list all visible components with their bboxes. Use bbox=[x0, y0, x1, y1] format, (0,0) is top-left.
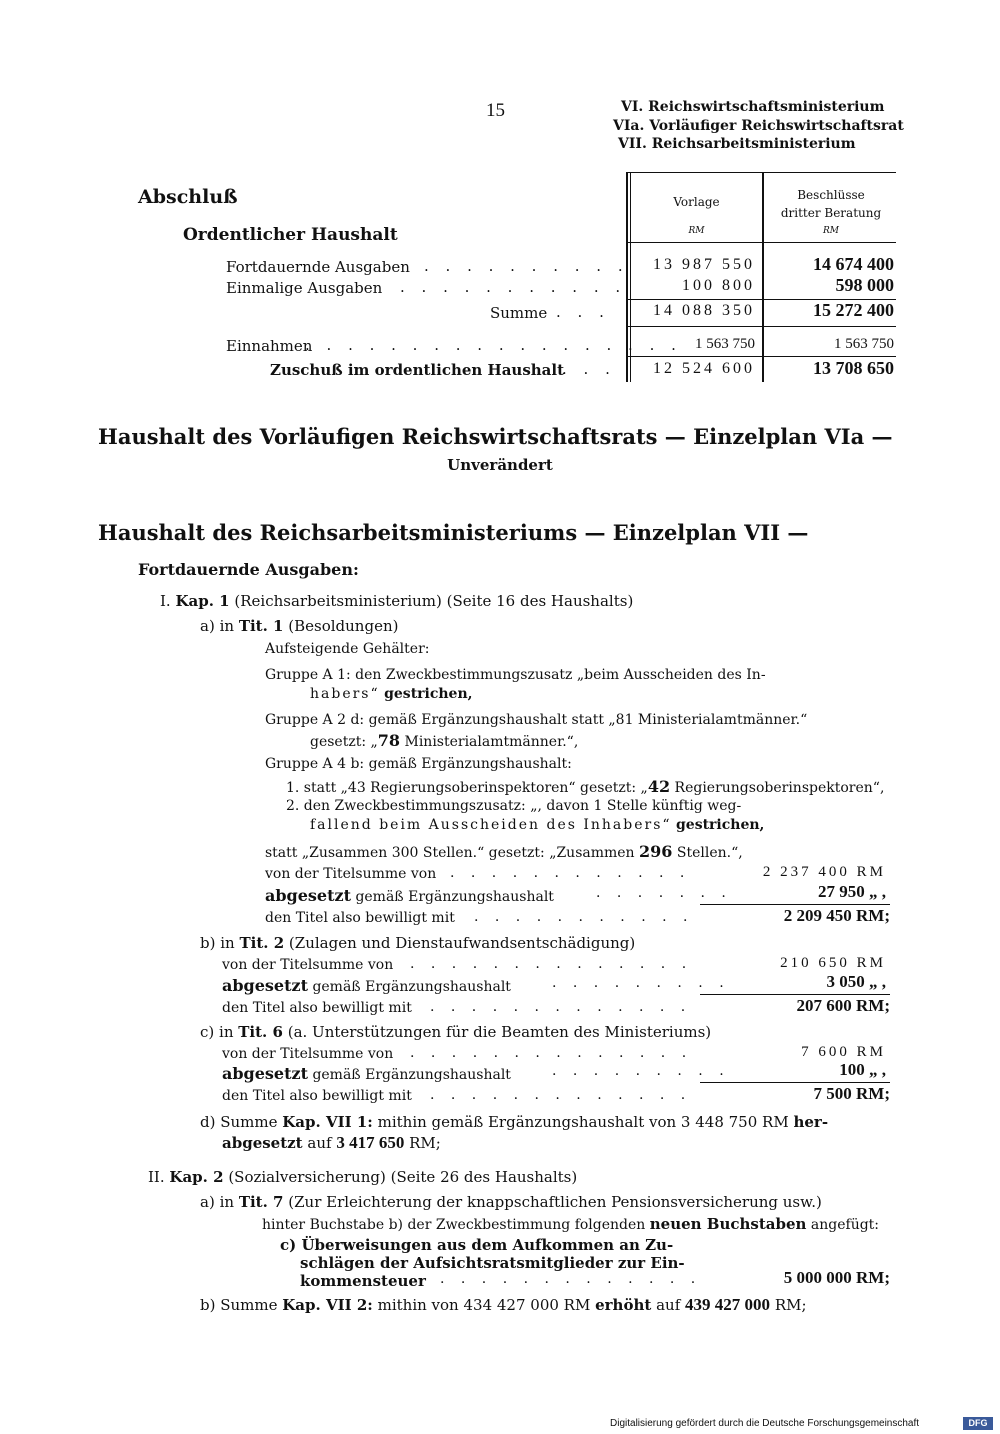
kap2-heading bbox=[148, 1168, 577, 1186]
kap2-b-rm: RM; bbox=[774, 1296, 807, 1314]
header-line-1: VI. Reichswirtschaftsministerium bbox=[621, 99, 885, 115]
leader-dots: . . . . . . . . . . . . . bbox=[430, 1087, 692, 1103]
kap1-d-line2 bbox=[222, 1133, 441, 1153]
c-von-value: 7 600 RM bbox=[801, 1044, 886, 1060]
kap1-b-heading bbox=[200, 934, 635, 952]
section-via-status: Unverändert bbox=[447, 456, 553, 474]
kap2-b-erhoeht: erhöht bbox=[595, 1296, 652, 1314]
table-cell-vorlage: 13 987 550 bbox=[653, 256, 755, 273]
kap2-kap: Kap. 2 bbox=[169, 1168, 224, 1186]
kap2-b-num: 439 427 000 bbox=[685, 1295, 771, 1314]
gruppe-a1-gestrichen: gestrichen, bbox=[384, 686, 473, 702]
a-abgesetzt-value: 27 950 „ , bbox=[818, 882, 886, 901]
leader-dots: . . . . . . . . . . . bbox=[474, 909, 694, 925]
kap1-heading bbox=[160, 592, 633, 610]
leader-dots: . . . . . . . . . . . . . bbox=[440, 1271, 702, 1287]
kap1-c-label: c) in bbox=[200, 1023, 234, 1041]
b-sum-rule bbox=[700, 994, 890, 995]
b-abgesetzt-value: 3 050 „ , bbox=[826, 972, 886, 991]
kap2-b-summe: b) Summe bbox=[200, 1296, 278, 1314]
kap1-c-tit: Tit. 6 bbox=[238, 1023, 283, 1041]
table-cell-vorlage: 14 088 350 bbox=[653, 302, 755, 319]
kap2-b-mithin: mithin von 434 427 000 RM bbox=[377, 1296, 591, 1314]
table-cell-vorlage: 12 524 600 bbox=[653, 360, 755, 377]
c-sum-rule bbox=[700, 1082, 890, 1083]
section-vii-subtitle: Fortdauernde Ausgaben: bbox=[138, 560, 359, 579]
section-vii-title: Haushalt des Reichsarbeitsministeriums — Einzelplan VII — bbox=[98, 520, 809, 545]
d-her: her- bbox=[793, 1113, 829, 1131]
aufsteigende-gehaelter: Aufsteigende Gehälter: bbox=[265, 641, 430, 657]
table-header-rule bbox=[626, 242, 896, 243]
kap2-hinter-line bbox=[262, 1215, 879, 1233]
header-line-2: VIa. Vorläufiger Reichswirtschaftsrat bbox=[613, 118, 904, 134]
d-auf: auf bbox=[307, 1134, 332, 1152]
d-kap: Kap. VII 1: bbox=[282, 1113, 373, 1131]
leader-dots: . . . bbox=[562, 360, 616, 378]
footer-text: Digitalisierung gefördert durch die Deutsche Forschungsgemeinschaft bbox=[610, 1418, 920, 1429]
a-abgesetzt-label: gemäß Ergänzungshaushalt bbox=[355, 889, 554, 905]
kap2-a-rest: (Zur Erleichterung der knappschaftlichen Pensionsversicherung usw.) bbox=[288, 1193, 822, 1211]
c-abgesetzt-value: 100 „ , bbox=[839, 1060, 886, 1079]
leader-dots: . . . . . . . . . . . . . . . . . . bbox=[305, 336, 682, 354]
a-abgesetzt-line bbox=[265, 886, 554, 905]
b-abgesetzt-line bbox=[222, 976, 511, 995]
table-cell-beschluss: 13 708 650 bbox=[813, 358, 894, 378]
b-von-value: 210 650 RM bbox=[780, 955, 886, 971]
table-cell-beschluss: 14 674 400 bbox=[813, 254, 894, 274]
leader-dots: . . . . . . . . . . . . . . bbox=[410, 956, 693, 972]
d-summe: d) Summe bbox=[200, 1113, 278, 1131]
gruppe-a4b-item2-line1: 2. den Zweckbestimmungszusatz: „, davon 1 Stelle künftig weg- bbox=[286, 798, 742, 814]
kap1-a-heading bbox=[200, 617, 398, 635]
b-abgesetzt: abgesetzt bbox=[222, 976, 308, 995]
statt-num: 296 bbox=[639, 842, 673, 861]
b-abgesetzt-label: gemäß Ergänzungshaushalt bbox=[312, 979, 511, 995]
sum-rule-2 bbox=[626, 326, 896, 327]
gruppe-a2d-num: 78 bbox=[377, 731, 401, 750]
gruppe-a2d-line2 bbox=[310, 731, 578, 750]
gruppe-a1-line2 bbox=[310, 686, 473, 702]
gruppe-a2d-gesetzt: gesetzt: „ bbox=[310, 734, 378, 750]
a-von-label: von der Titelsumme von bbox=[265, 866, 437, 882]
gruppe-a4b-line1: Gruppe A 4 b: gemäß Ergänzungshaushalt: bbox=[265, 756, 572, 772]
kap1-b-rest: (Zulagen und Dienstaufwandsentschädigung) bbox=[288, 934, 636, 952]
leader-dots: . . . . . . . bbox=[596, 885, 732, 901]
c-bewilligt-label: den Titel also bewilligt mit bbox=[222, 1088, 412, 1104]
table-row-label: Fortdauernde Ausgaben bbox=[226, 258, 410, 276]
table-top-rule bbox=[626, 172, 896, 173]
kap1-b-label: b) in bbox=[200, 934, 235, 952]
col-vorlage-unit: RM bbox=[688, 226, 705, 236]
d-mithin: mithin gemäß Ergänzungshaushalt von 3 448 750 RM bbox=[377, 1113, 789, 1131]
sum-rule-3 bbox=[626, 356, 896, 357]
kap1-c-rest: (a. Unterstützungen für die Beamten des Ministeriums) bbox=[287, 1023, 712, 1041]
table-cell-vorlage: 1 563 750 bbox=[695, 336, 755, 352]
col-beschluss-header-1: Beschlüsse bbox=[797, 188, 865, 202]
kap2-rest: (Sozialversicherung) (Seite 26 des Haushalts) bbox=[228, 1168, 578, 1186]
abschluss-title: Abschluß bbox=[138, 186, 238, 208]
c-von-label: von der Titelsumme von bbox=[222, 1046, 394, 1062]
a-von-value: 2 237 400 RM bbox=[762, 864, 886, 880]
dfg-logo: DFG bbox=[963, 1417, 993, 1430]
kap1-kap: Kap. 1 bbox=[175, 592, 230, 610]
a4b-item1-rest: Regierungsoberinspektoren“, bbox=[674, 780, 885, 796]
table-cell-beschluss: 1 563 750 bbox=[834, 336, 894, 352]
d-num: 3 417 650 bbox=[336, 1133, 405, 1152]
a-abgesetzt: abgesetzt bbox=[265, 886, 351, 905]
leader-dots: . . . . . . . . . bbox=[552, 1063, 730, 1079]
statt-zusammen-line bbox=[265, 842, 743, 861]
hinter-text: hinter Buchstabe b) der Zweckbestimmung folgenden bbox=[262, 1217, 646, 1233]
c-abgesetzt: abgesetzt bbox=[222, 1064, 308, 1083]
statt-text: statt „Zusammen 300 Stellen.“ gesetzt: „Zusammen bbox=[265, 845, 635, 861]
header-line-3: VII. Reichsarbeitsministerium bbox=[618, 136, 856, 152]
kap1-c-heading bbox=[200, 1023, 711, 1041]
table-row-label: Einnahmen bbox=[226, 337, 313, 355]
leader-dots: . . . . . . . . . . . . bbox=[450, 865, 691, 881]
kap2-a-tit: Tit. 7 bbox=[238, 1193, 284, 1211]
leader-dots: . . . . . . . . . bbox=[552, 975, 730, 991]
a4b-item2-gestrichen: gestrichen, bbox=[676, 817, 765, 833]
abschluss-subtitle: Ordentlicher Haushalt bbox=[183, 225, 398, 245]
leader-dots: . . . . . . . . . . . . . . bbox=[410, 1045, 693, 1061]
b-von-label: von der Titelsumme von bbox=[222, 957, 394, 973]
gruppe-a1-habers: habers“ bbox=[310, 686, 380, 702]
gruppe-a4b-item1 bbox=[286, 777, 884, 796]
kap1-d-line1 bbox=[200, 1113, 828, 1131]
kap1-a-rest: (Besoldungen) bbox=[288, 617, 399, 635]
b-bewilligt-label: den Titel also bewilligt mit bbox=[222, 1000, 412, 1016]
leader-dots: . . . bbox=[556, 303, 610, 321]
section-via-title: Haushalt des Vorläufigen Reichswirtschaftsrats — Einzelplan VIa — bbox=[98, 424, 893, 449]
gruppe-a4b-item2-line2 bbox=[310, 817, 764, 833]
table-cell-beschluss: 15 272 400 bbox=[813, 300, 894, 320]
kap1-a-tit: Tit. 1 bbox=[238, 617, 284, 635]
kap2-num: II. bbox=[148, 1168, 165, 1186]
d-abgesetzt: abgesetzt bbox=[222, 1134, 303, 1152]
a4b-item2-text: fallend beim Ausscheiden des Inhabers“ bbox=[310, 817, 672, 833]
kap2-c-line3: kommensteuer bbox=[300, 1272, 426, 1290]
col-vorlage-header: Vorlage bbox=[673, 195, 720, 209]
kap2-b-kap: Kap. VII 2: bbox=[282, 1296, 373, 1314]
leader-dots: . . . . . . . . . . bbox=[424, 257, 629, 275]
gruppe-a2d-rest: Ministerialamtmänner.“, bbox=[404, 734, 579, 750]
table-row-label: Summe bbox=[490, 304, 548, 322]
c-bewilligt-value: 7 500 RM; bbox=[813, 1084, 890, 1103]
col-beschluss-header-2: dritter Beratung bbox=[780, 206, 882, 220]
leader-dots: . . . . . . . . . . . bbox=[400, 278, 627, 296]
kap1-b-tit: Tit. 2 bbox=[239, 934, 285, 952]
d-rm: RM; bbox=[409, 1134, 441, 1152]
kap2-a-label: a) in bbox=[200, 1193, 235, 1211]
leader-dots: . . . . . . . . . . . . . bbox=[430, 999, 692, 1015]
a-sum-rule bbox=[700, 904, 890, 905]
table-row-label: Einmalige Ausgaben bbox=[226, 279, 383, 297]
hinter-neuen: neuen Buchstaben bbox=[649, 1215, 807, 1233]
c-abgesetzt-line bbox=[222, 1064, 511, 1083]
kap2-b-auf: auf bbox=[656, 1296, 681, 1314]
page-number: 15 bbox=[486, 100, 505, 121]
table-cell-beschluss: 598 000 bbox=[835, 275, 894, 295]
statt-rest: Stellen.“, bbox=[676, 845, 743, 861]
kap2-a-heading bbox=[200, 1193, 822, 1211]
table-row-label: Zuschuß im ordentlichen Haushalt bbox=[270, 361, 565, 379]
kap1-rest: (Reichsarbeitsministerium) (Seite 16 des Haushalts) bbox=[234, 592, 634, 610]
table-cell-vorlage: 100 800 bbox=[682, 277, 755, 294]
col-beschluss-unit: RM bbox=[823, 226, 839, 236]
gruppe-a1-line1: Gruppe A 1: den Zweckbestimmungszusatz „beim Ausscheiden des In- bbox=[265, 667, 766, 683]
kap2-c-value: 5 000 000 RM; bbox=[783, 1268, 890, 1287]
a-bewilligt-label: den Titel also bewilligt mit bbox=[265, 910, 455, 926]
kap2-c-line1: c) Überweisungen aus dem Aufkommen an Zu- bbox=[280, 1236, 674, 1254]
kap1-num: I. bbox=[160, 592, 171, 610]
c-abgesetzt-label: gemäß Ergänzungshaushalt bbox=[312, 1067, 511, 1083]
gruppe-a2d-line1: Gruppe A 2 d: gemäß Ergänzungshaushalt statt „81 Ministerialamtmänner.“ bbox=[265, 712, 808, 728]
a4b-item1-text: 1. statt „43 Regierungsoberinspektoren“ gesetzt: „ bbox=[286, 780, 648, 796]
hinter-angefuegt: angefügt: bbox=[810, 1217, 880, 1233]
a-bewilligt-value: 2 209 450 RM; bbox=[783, 906, 890, 925]
kap2-c-line2: schlägen der Aufsichtsratsmitglieder zur Ein- bbox=[300, 1254, 685, 1272]
kap2-b-line bbox=[200, 1295, 807, 1315]
a4b-item1-num: 42 bbox=[647, 777, 671, 796]
b-bewilligt-value: 207 600 RM; bbox=[796, 996, 890, 1015]
kap1-a-label: a) in bbox=[200, 617, 235, 635]
